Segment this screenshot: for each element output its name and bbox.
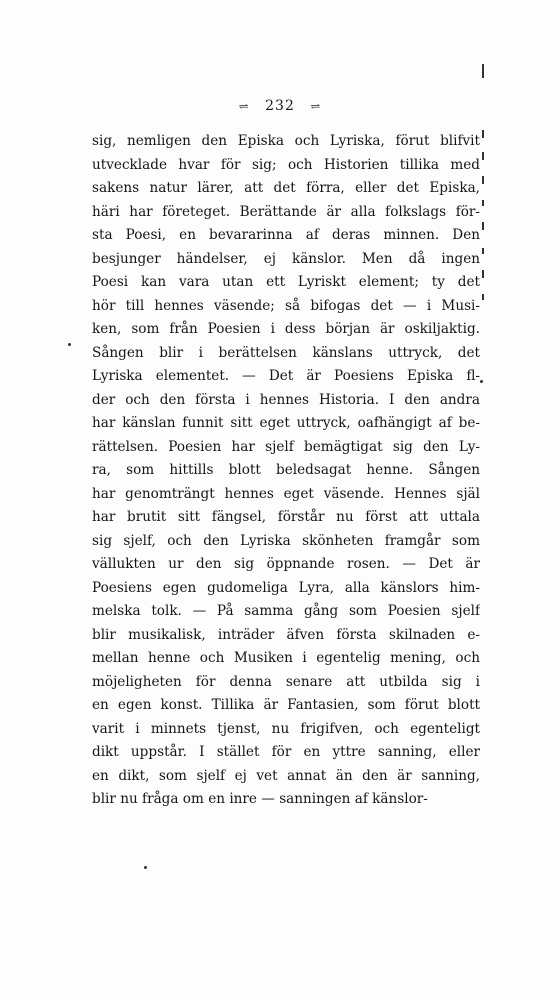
text-line: har genomträngt hennes eget väsende. Hennes själ <box>92 485 480 502</box>
text-line: möjeligheten för denna senare att utbilda sig i <box>92 673 480 690</box>
text-line: blir musikalisk, inträder äfven första skilnaden e- <box>92 626 480 643</box>
header-ornament-left: ⇌ <box>238 101 250 111</box>
bleed-through-mark <box>482 130 484 138</box>
text-line: melska tolk. — På samma gång som Poesien sjelf <box>92 603 480 619</box>
text-line: hör till hennes väsende; så bifogas det — i Musi- <box>92 297 480 314</box>
text-line: ken, som från Poesien i dess början är oskiljaktig. <box>92 321 480 337</box>
text-line: Poesi kan vara utan ett Lyriskt element; ty det <box>92 274 480 290</box>
text-line: Sången blir i berättelsen känslans uttryck, det <box>92 344 480 361</box>
text-line: varit i minnets tjenst, nu frigifven, och egenteligt <box>92 720 480 737</box>
bleed-through-mark <box>482 64 484 78</box>
text-line: sakens natur lärer, att det förra, eller det Episka, <box>92 180 480 196</box>
text-line: sig sjelf, och den Lyriska skönheten framgår som <box>92 532 480 549</box>
bleed-through-mark <box>482 222 484 230</box>
text-line: ra, som hittills blott beledsagat henne. Sången <box>92 462 480 478</box>
text-line: Poesiens egen gudomeliga Lyra, alla känslors him- <box>92 579 480 596</box>
speck-mark <box>144 866 147 869</box>
text-line: har känslan funnit sitt eget uttryck, oafhängigt af be- <box>92 415 480 431</box>
bleed-through-mark <box>482 176 484 184</box>
bleed-through-mark <box>482 248 484 254</box>
page-number: 232 <box>265 98 295 114</box>
bleed-through-mark <box>482 200 484 206</box>
text-line: Lyriska elementet. — Det är Poesiens Episka fl- <box>92 368 480 384</box>
text-line: en egen konst. Tillika är Fantasien, som förut blott <box>92 697 480 713</box>
bleed-through-mark <box>482 294 484 300</box>
text-line: har brutit sitt fängsel, förstår nu först att uttala <box>92 509 480 525</box>
text-line: blir nu fråga om en inre — sanningen af känslor- <box>92 791 428 807</box>
text-line: rättelsen. Poesien har sjelf bemägtigat sig den Ly- <box>92 438 480 455</box>
text-line: utvecklade hvar för sig; och Historien tillika med <box>92 156 480 173</box>
bleed-through-mark <box>482 270 484 278</box>
text-line: besjunger händelser, ej känslor. Men då ingen <box>92 250 480 267</box>
text-line: dikt uppstår. I stället för en yttre sanning, eller <box>92 744 480 760</box>
text-line: der och den första i hennes Historia. I den andra <box>92 391 480 408</box>
speck-mark <box>480 380 483 383</box>
text-line: en dikt, som sjelf ej vet annat än den är sanning, <box>92 767 480 784</box>
text-line: häri har företeget. Berättande är alla folkslags för- <box>92 203 480 220</box>
text-line: vällukten ur den sig öppnande rosen. — Det är <box>92 556 480 572</box>
text-line: sig, nemligen den Episka och Lyriska, förut blifvit <box>92 133 480 149</box>
text-line: mellan henne och Musiken i egentelig mening, och <box>92 650 480 666</box>
page-header <box>0 98 560 114</box>
page-body-text <box>92 130 480 812</box>
bleed-through-mark <box>482 152 484 160</box>
speck-mark <box>68 343 71 346</box>
text-line: sta Poesi, en bevararinna af deras minnen. Den <box>92 227 480 243</box>
header-ornament-right: ⇌ <box>310 101 322 111</box>
